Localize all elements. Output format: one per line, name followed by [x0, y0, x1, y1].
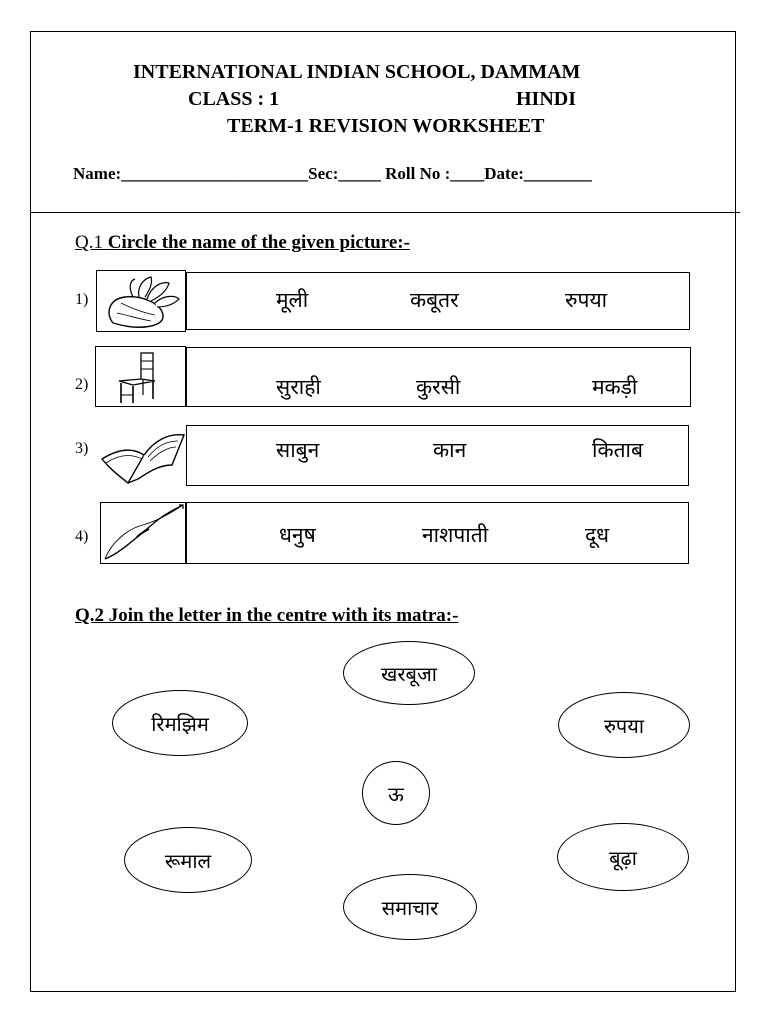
subject-label: HINDI — [516, 88, 577, 110]
q1-row-4-picture — [100, 502, 186, 564]
q1-row-3-option-3[interactable]: किताब — [592, 438, 643, 462]
q1-row-2-option-1[interactable]: सुराही — [276, 375, 321, 399]
q1-row-2-label: 2) — [75, 376, 89, 393]
school-name: INTERNATIONAL INDIAN SCHOOL, DAMMAM — [133, 61, 581, 83]
q1-row-3-picture — [97, 424, 186, 486]
bow-icon — [101, 503, 185, 563]
header-divider — [30, 212, 740, 213]
q1-row-2-option-2[interactable]: कुरसी — [416, 375, 461, 399]
q1-row-3-label: 3) — [75, 440, 89, 457]
q2-word-left-lower[interactable]: रूमाल — [124, 827, 252, 893]
q1-row-3-option-1[interactable]: साबुन — [276, 438, 320, 462]
q1-row-2-picture — [95, 346, 186, 407]
q1-row-1-picture — [96, 270, 186, 332]
q1-instruction: Circle the name of the given picture:- — [107, 232, 410, 253]
class-label: CLASS : 1 — [188, 88, 280, 110]
q1-row-1-option-2[interactable]: कबूतर — [410, 288, 459, 312]
q2-word-bottom[interactable]: समाचार — [343, 874, 477, 940]
worksheet-title: TERM-1 REVISION WORKSHEET — [227, 115, 545, 137]
q1-row-3-options-box — [186, 425, 689, 486]
q1-title — [75, 232, 410, 254]
q1-row-4-option-3[interactable]: दूध — [585, 523, 610, 547]
chair-icon — [111, 349, 171, 405]
q1-row-1-options-box — [186, 272, 690, 330]
q2-word-right-lower[interactable]: बूढ़ा — [557, 823, 689, 891]
q2-word-top[interactable]: खरबूजा — [343, 641, 475, 705]
radish-icon — [99, 273, 183, 329]
q1-row-2-options-box — [186, 347, 691, 407]
q1-row-3-option-2[interactable]: कान — [433, 438, 467, 462]
q1-row-4-options-box — [186, 502, 689, 564]
q1-row-2-option-3[interactable]: मकड़ी — [592, 375, 638, 399]
q2-title: Q.2 Join the letter in the centre with its matra:- — [75, 605, 459, 626]
q2-center-letter[interactable]: ऊ — [362, 761, 430, 825]
q1-row-1-option-3[interactable]: रुपया — [565, 288, 608, 312]
q1-row-1-option-1[interactable]: मूली — [276, 288, 309, 312]
q2-word-left-upper[interactable]: रिमझिम — [112, 690, 248, 756]
book-icon — [98, 425, 186, 485]
q1-row-4-option-2[interactable]: नाशपाती — [422, 523, 489, 547]
q1-row-1-label: 1) — [75, 291, 89, 308]
q1-row-4-label: 4) — [75, 528, 89, 545]
q2-word-right-upper[interactable]: रुपया — [558, 692, 690, 758]
q1-row-4-option-1[interactable]: धनुष — [279, 523, 316, 547]
student-info-line: Name:______________________Sec:_____ Roll No :____Date:________ — [73, 164, 592, 183]
q1-number: Q.1 — [75, 232, 103, 253]
